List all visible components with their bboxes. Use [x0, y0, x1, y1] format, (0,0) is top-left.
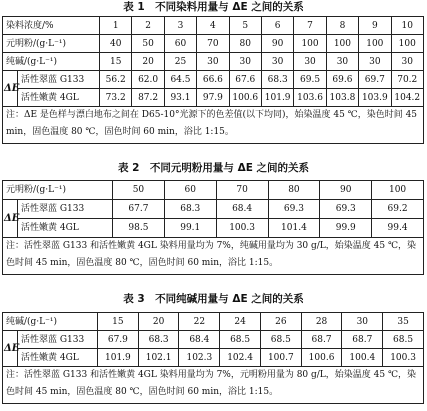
table1-col-header: 7: [294, 17, 326, 35]
table-cell: 69.3: [268, 200, 320, 219]
table-cell: 69.7: [359, 71, 391, 89]
row-label: 活性嫩黄 4GL: [18, 219, 113, 238]
table2-title: 表 2 不同元明粉用量与 ΔE 之间的关系: [117, 162, 310, 174]
table-cell: 93.1: [164, 89, 196, 107]
table2-note: 注：活性翠蓝 G133 和活性嫩黄 4GL 染料用量均为 7%，纯碱用量均为 30 g/L，始染温度 45 ℃，染色时间 45 min，固色温度 80 ℃，固色时间 60 min，浴比 1:15。: [3, 238, 424, 275]
table-cell: 30: [294, 53, 326, 71]
table-cell: 68.3: [164, 200, 216, 219]
table2-header-row: [3, 181, 424, 200]
table3-col-header: 15: [98, 313, 139, 331]
table-cell: 68.3: [138, 331, 179, 349]
table-row: [3, 331, 424, 349]
table-cell: 99.4: [372, 219, 424, 238]
table-cell: 100.6: [229, 89, 261, 107]
table-cell: 20: [132, 53, 164, 71]
table3: [2, 312, 424, 404]
table-cell: 67.7: [113, 200, 165, 219]
table2-col-header: 50: [113, 181, 165, 200]
table1-col-header: 6: [261, 17, 293, 35]
row-label: 活性嫩黄 4GL: [18, 349, 98, 367]
table1-col-header: 2: [132, 17, 164, 35]
table-row: [3, 219, 424, 238]
table-cell: 68.3: [261, 71, 293, 89]
table1-col-header: 5: [229, 17, 261, 35]
table-row: [3, 53, 424, 71]
table-cell: 30: [261, 53, 293, 71]
table1-col-header: 10: [391, 17, 423, 35]
table1: [2, 16, 424, 144]
table-cell: 30: [197, 53, 229, 71]
table-cell: 101.9: [98, 349, 139, 367]
table-cell: 67.6: [229, 71, 261, 89]
table-cell: 103.9: [359, 89, 391, 107]
table-cell: 62.0: [132, 71, 164, 89]
table-cell: 100: [359, 35, 391, 53]
delta-e-label: ΔE: [3, 331, 18, 367]
table2-col-header: 100: [372, 181, 424, 200]
table-cell: 97.9: [197, 89, 229, 107]
table-cell: 99.9: [320, 219, 372, 238]
table-cell: 68.7: [342, 331, 383, 349]
table-cell: 68.5: [260, 331, 301, 349]
table3-note: 注：活性翠蓝 G133 和活性嫩黄 4GL 染料用量均为 7%，元明粉用量为 80 g/L，始染温度 45 ℃，染色时间 45 min，固色温度 80 ℃，固色时间 60 min，浴比 1:15。: [3, 367, 424, 404]
table1-note: 注：ΔE 是色样与漂白地布之间在 D65-10°光源下的色差值(以下均同)，始染温度 45 ℃，染色时间 45 min，固色温度 80 ℃，固色时间 60 min，浴比 1:15。: [3, 107, 424, 144]
table-cell: 104.2: [391, 89, 423, 107]
delta-e-label: ΔE: [3, 71, 18, 107]
table3-col-header: 20: [138, 313, 179, 331]
table3-col-header: 28: [301, 313, 342, 331]
row-label: 元明粉/(g·L⁻¹): [3, 35, 100, 53]
table2-header-label: 元明粉/(g·L⁻¹): [3, 181, 113, 200]
row-label: 活性嫩黄 4GL: [18, 89, 100, 107]
table-cell: 15: [100, 53, 132, 71]
table-cell: 100.7: [260, 349, 301, 367]
row-label: 活性翠蓝 G133: [18, 200, 113, 219]
table-cell: 30: [326, 53, 358, 71]
table-cell: 40: [100, 35, 132, 53]
table1-col-header: 9: [359, 17, 391, 35]
delta-e-label: ΔE: [3, 200, 18, 238]
table-cell: 25: [164, 53, 196, 71]
table-cell: 68.5: [220, 331, 261, 349]
table-cell: 100.4: [342, 349, 383, 367]
table-cell: 87.2: [132, 89, 164, 107]
table1-col-header: 1: [100, 17, 132, 35]
table-cell: 69.5: [294, 71, 326, 89]
table-row: [3, 71, 424, 89]
table1-col-header: 3: [164, 17, 196, 35]
table3-header-label: 纯碱/(g·L⁻¹): [3, 313, 98, 331]
table-cell: 50: [132, 35, 164, 53]
table3-col-header: 22: [179, 313, 220, 331]
table2: [2, 180, 424, 275]
table-cell: 64.5: [164, 71, 196, 89]
table-cell: 66.6: [197, 71, 229, 89]
table-cell: 60: [164, 35, 196, 53]
table2-col-header: 90: [320, 181, 372, 200]
table-cell: 98.5: [113, 219, 165, 238]
table-cell: 69.6: [326, 71, 358, 89]
table-cell: 68.4: [179, 331, 220, 349]
table1-col-header: 8: [326, 17, 358, 35]
table-cell: 90: [261, 35, 293, 53]
table-cell: 56.2: [100, 71, 132, 89]
table-cell: 69.2: [372, 200, 424, 219]
table-cell: 100.6: [301, 349, 342, 367]
table-cell: 100.3: [383, 349, 424, 367]
table-cell: 30: [229, 53, 261, 71]
table-row: [3, 35, 424, 53]
table-cell: 73.2: [100, 89, 132, 107]
table-row: [3, 200, 424, 219]
table-cell: 69.3: [320, 200, 372, 219]
table-cell: 70: [197, 35, 229, 53]
table-cell: 68.5: [383, 331, 424, 349]
table-cell: 102.1: [138, 349, 179, 367]
table1-header-row: [3, 17, 424, 35]
table-cell: 100.3: [216, 219, 268, 238]
row-label: 活性翠蓝 G133: [18, 71, 100, 89]
table-cell: 68.7: [301, 331, 342, 349]
table-cell: 99.1: [164, 219, 216, 238]
table-row: [3, 89, 424, 107]
table2-col-header: 80: [268, 181, 320, 200]
row-label: 活性翠蓝 G133: [18, 331, 98, 349]
table1-header-label: 染料浓度/%: [3, 17, 100, 35]
table-cell: 101.9: [261, 89, 293, 107]
table3-col-header: 24: [220, 313, 261, 331]
table-cell: 103.6: [294, 89, 326, 107]
table-cell: 101.4: [268, 219, 320, 238]
table-cell: 68.4: [216, 200, 268, 219]
table3-col-header: 26: [260, 313, 301, 331]
table2-col-header: 70: [216, 181, 268, 200]
table2-col-header: 60: [164, 181, 216, 200]
table-cell: 30: [359, 53, 391, 71]
table3-col-header: 30: [342, 313, 383, 331]
table-cell: 30: [391, 53, 423, 71]
table1-title: 表 1 不同染料用量与 ΔE 之间的关系: [123, 1, 304, 13]
table3-col-header: 35: [383, 313, 424, 331]
table3-title: 表 3 不同纯碱用量与 ΔE 之间的关系: [123, 293, 304, 305]
table-row: [3, 349, 424, 367]
table-cell: 67.9: [98, 331, 139, 349]
table1-col-header: 4: [197, 17, 229, 35]
table-cell: 100: [391, 35, 423, 53]
table-cell: 102.4: [220, 349, 261, 367]
table-cell: 70.2: [391, 71, 423, 89]
table-cell: 80: [229, 35, 261, 53]
table3-header-row: [3, 313, 424, 331]
row-label: 纯碱/(g·L⁻¹): [3, 53, 100, 71]
table-cell: 100: [326, 35, 358, 53]
table-cell: 100: [294, 35, 326, 53]
table-cell: 103.8: [326, 89, 358, 107]
table-cell: 102.3: [179, 349, 220, 367]
